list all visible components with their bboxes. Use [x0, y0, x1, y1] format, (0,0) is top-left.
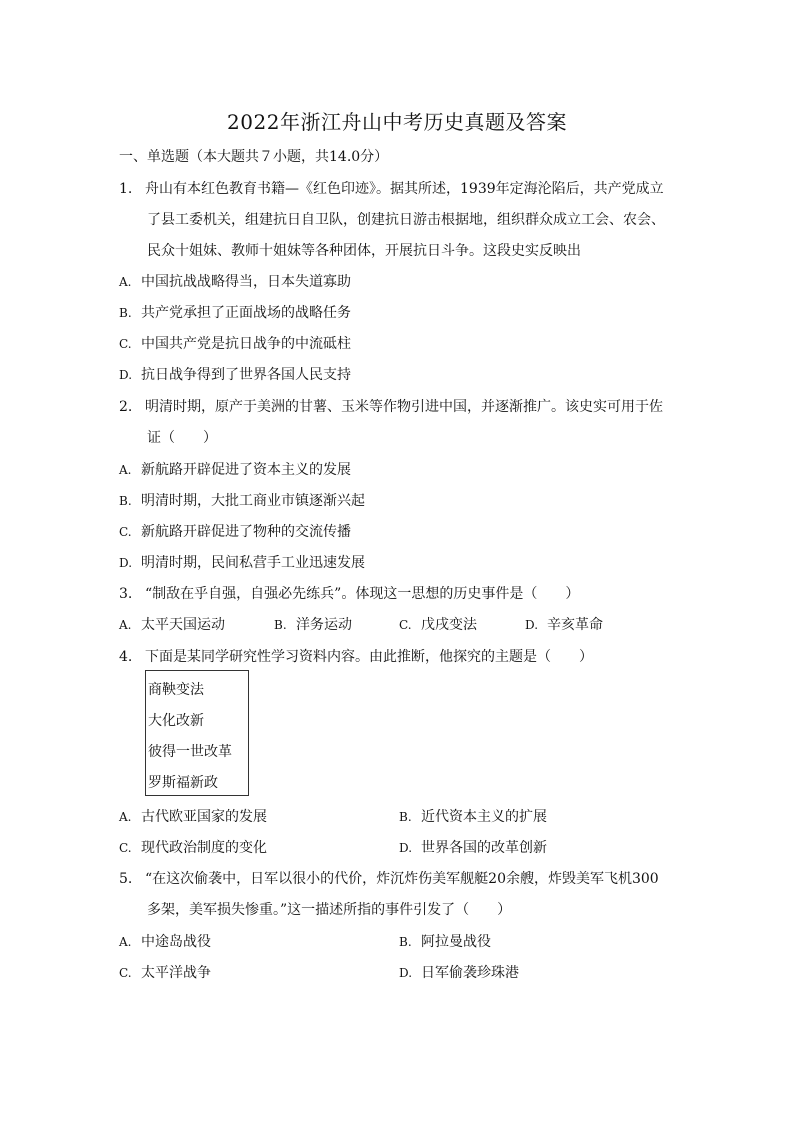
option-label: D. — [119, 368, 133, 382]
option-label: B. — [119, 494, 132, 508]
option-label: C. — [119, 841, 132, 855]
option-text: 中途岛战役 — [141, 934, 211, 950]
option-b — [399, 931, 491, 951]
option-text: 中国共产党是抗日战争的中流砥柱 — [141, 336, 351, 352]
question-4 — [119, 646, 593, 666]
option-d — [525, 614, 603, 634]
question-number: 5. — [119, 871, 133, 887]
option-text: 古代欧亚国家的发展 — [141, 809, 267, 825]
option-c — [119, 837, 267, 857]
question-text-continued: 民众十姐妹、教师十姐妹等各种团体，开展抗日斗争。这段史实反映出 — [147, 243, 581, 259]
option-c — [119, 521, 351, 541]
material-item: 罗斯福新政 — [148, 775, 218, 791]
option-text: 中国抗战战略得当，日本失道寡助 — [141, 274, 351, 290]
option-c — [399, 614, 477, 634]
option-label: C. — [119, 337, 132, 351]
option-label: C. — [119, 966, 132, 980]
option-label: D. — [399, 966, 413, 980]
option-text: 洋务运动 — [296, 617, 352, 633]
question-number: 4. — [119, 649, 133, 665]
question-text: 明清时期，原产于美洲的甘薯、玉米等作物引进中国，并逐渐推广。该史实可用于佐 — [145, 399, 663, 415]
material-item: 彼得一世改革 — [148, 744, 232, 760]
option-label: A. — [119, 935, 132, 949]
option-b — [119, 490, 365, 510]
option-text: 戊戌变法 — [421, 617, 477, 633]
option-text: 世界各国的改革创新 — [421, 840, 547, 856]
option-a — [119, 614, 225, 634]
question-text-continued: 证（ ） — [147, 430, 217, 446]
question-2 — [119, 396, 663, 416]
option-a — [119, 931, 211, 951]
option-text: 明清时期，民间私营手工业迅速发展 — [141, 555, 365, 571]
option-b — [119, 302, 351, 322]
option-a — [119, 459, 351, 479]
page-title: 2022年浙江舟山中考历史真题及答案 — [227, 110, 567, 134]
option-label: D. — [119, 556, 133, 570]
option-label: B. — [119, 306, 132, 320]
option-label: A. — [119, 275, 132, 289]
question-text: 下面是某同学研究性学习资料内容。由此推断，他探究的主题是（ ） — [145, 649, 593, 665]
option-label: A. — [119, 810, 132, 824]
option-d — [119, 552, 365, 572]
question-number: 2. — [119, 399, 133, 415]
question-number: 3. — [119, 586, 133, 602]
material-item: 大化改新 — [148, 713, 204, 729]
question-5 — [119, 868, 659, 888]
question-text-continued: 多架，美军损失惨重。”这一描述所指的事件引发了（ ） — [147, 902, 512, 918]
option-label: D. — [525, 618, 539, 632]
option-a — [119, 806, 267, 826]
option-text: 明清时期，大批工商业市镇逐渐兴起 — [141, 493, 365, 509]
option-text: 新航路开辟促进了物种的交流传播 — [141, 524, 351, 540]
option-text: 辛亥革命 — [547, 617, 603, 633]
section-heading: 一、单选题（本大题共７小题，共14.0分） — [119, 149, 389, 165]
option-text: 近代资本主义的扩展 — [421, 809, 547, 825]
option-text: 阿拉曼战役 — [421, 934, 491, 950]
option-d — [399, 962, 519, 982]
option-text: 新航路开辟促进了资本主义的发展 — [141, 462, 351, 478]
option-label: A. — [119, 618, 132, 632]
option-label: B. — [399, 810, 412, 824]
option-c — [119, 962, 211, 982]
option-text: 共产党承担了正面战场的战略任务 — [141, 305, 351, 321]
option-label: C. — [399, 618, 412, 632]
option-c — [119, 333, 351, 353]
option-text: 太平天国运动 — [141, 617, 225, 633]
option-label: D. — [399, 841, 413, 855]
option-d — [119, 364, 351, 384]
material-item: 商鞅变法 — [148, 682, 204, 698]
option-label: B. — [399, 935, 412, 949]
option-b — [274, 614, 352, 634]
option-d — [399, 837, 547, 857]
option-text: 日军偷袭珍珠港 — [421, 965, 519, 981]
option-b — [399, 806, 547, 826]
question-text: 舟山有本红色教育书籍—《红色印迹》。据其所述，1939年定海沦陷后，共产党成立 — [145, 181, 664, 197]
question-number: 1. — [119, 181, 133, 197]
option-a — [119, 271, 351, 291]
question-text: “在这次偷袭中，日军以很小的代价，炸沉炸伤美军舰艇20余艘，炸毁美军飞机300 — [145, 871, 659, 887]
option-text: 现代政治制度的变化 — [141, 840, 267, 856]
option-label: A. — [119, 463, 132, 477]
question-text: “制敌在乎自强，自强必先练兵”。体现这一思想的历史事件是（ ） — [145, 586, 580, 602]
option-label: C. — [119, 525, 132, 539]
question-3 — [119, 583, 579, 603]
option-text: 太平洋战争 — [141, 965, 211, 981]
material-box — [145, 670, 249, 796]
option-label: B. — [274, 618, 287, 632]
question-text-continued: 了县工委机关，组建抗日自卫队，创建抗日游击根据地，组织群众成立工会、农会、 — [147, 212, 665, 228]
option-text: 抗日战争得到了世界各国人民支持 — [141, 367, 351, 383]
question-1 — [119, 178, 664, 198]
